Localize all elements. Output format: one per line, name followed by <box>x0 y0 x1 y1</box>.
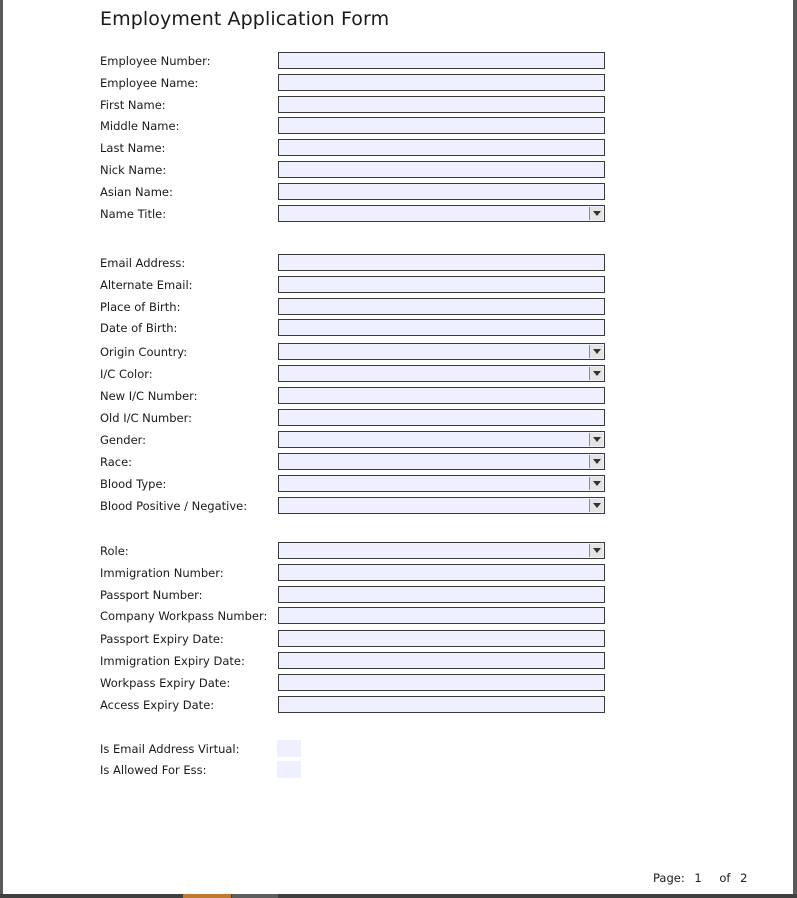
row-name-title <box>3 205 793 223</box>
name-title-label: Name Title: <box>100 207 167 221</box>
row-workpass-expiry-date <box>3 674 793 692</box>
chevron-down-icon[interactable] <box>589 499 603 512</box>
chevron-down-icon[interactable] <box>589 455 603 468</box>
page-label: Page: <box>653 871 685 885</box>
row-first-name <box>3 96 793 114</box>
chevron-down-icon[interactable] <box>589 207 603 220</box>
row-middle-name <box>3 117 793 135</box>
company-workpass-number-label: Company Workpass Number: <box>100 609 268 623</box>
access-expiry-date-label: Access Expiry Date: <box>100 698 215 712</box>
row-origin-country <box>3 343 793 361</box>
race-select[interactable] <box>278 453 605 470</box>
last-name-label: Last Name: <box>100 141 166 155</box>
immigration-number-label: Immigration Number: <box>100 566 224 580</box>
bottom-toolbar-strip <box>0 894 797 898</box>
row-last-name <box>3 139 793 157</box>
row-access-expiry-date <box>3 696 793 714</box>
old-ic-number-label: Old I/C Number: <box>100 411 193 425</box>
immigration-expiry-date-input[interactable] <box>278 652 605 669</box>
role-select[interactable] <box>278 542 605 559</box>
is-allowed-for-ess-checkbox[interactable] <box>277 761 301 778</box>
immigration-number-input[interactable] <box>278 564 605 581</box>
ic-color-label: I/C Color: <box>100 367 153 381</box>
chevron-down-icon[interactable] <box>589 345 603 358</box>
row-employee-number <box>3 52 793 70</box>
origin-country-label: Origin Country: <box>100 345 188 359</box>
ic-color-select[interactable] <box>278 365 605 382</box>
row-passport-expiry-date <box>3 630 793 648</box>
row-role <box>3 542 793 560</box>
employee-name-input[interactable] <box>278 74 605 91</box>
row-immigration-expiry-date <box>3 652 793 670</box>
row-ic-color <box>3 365 793 383</box>
row-date-of-birth <box>3 319 793 337</box>
row-is-email-address-virtual <box>3 740 793 758</box>
blood-type-select[interactable] <box>278 475 605 492</box>
row-place-of-birth <box>3 298 793 316</box>
new-ic-number-label: New I/C Number: <box>100 389 198 403</box>
email-address-input[interactable] <box>278 254 605 271</box>
row-blood-positive-negative <box>3 497 793 515</box>
document-page <box>3 0 793 894</box>
company-workpass-number-input[interactable] <box>278 607 605 624</box>
row-asian-name <box>3 183 793 201</box>
date-of-birth-input[interactable] <box>278 319 605 336</box>
middle-name-label: Middle Name: <box>100 119 180 133</box>
row-blood-type <box>3 475 793 493</box>
asian-name-input[interactable] <box>278 183 605 200</box>
passport-number-input[interactable] <box>278 586 605 603</box>
row-old-ic-number <box>3 409 793 427</box>
date-of-birth-label: Date of Birth: <box>100 321 178 335</box>
row-email-address <box>3 254 793 272</box>
chevron-down-icon[interactable] <box>589 477 603 490</box>
passport-expiry-date-label: Passport Expiry Date: <box>100 632 224 646</box>
chevron-down-icon[interactable] <box>589 544 603 557</box>
is-email-address-virtual-checkbox[interactable] <box>277 740 301 757</box>
workpass-expiry-date-label: Workpass Expiry Date: <box>100 676 231 690</box>
access-expiry-date-input[interactable] <box>278 696 605 713</box>
name-title-select[interactable] <box>278 205 605 222</box>
row-company-workpass-number <box>3 607 793 625</box>
blood-positive-negative-label: Blood Positive / Negative: <box>100 499 248 513</box>
is-allowed-for-ess-label: Is Allowed For Ess: <box>100 763 207 777</box>
alternate-email-input[interactable] <box>278 276 605 293</box>
page-number-footer <box>653 871 747 885</box>
old-ic-number-input[interactable] <box>278 409 605 426</box>
employee-number-label: Employee Number: <box>100 54 211 68</box>
row-passport-number <box>3 586 793 604</box>
page-current: 1 <box>694 871 702 885</box>
origin-country-select[interactable] <box>278 343 605 360</box>
blood-type-label: Blood Type: <box>100 477 167 491</box>
form-title: Employment Application Form <box>100 8 390 30</box>
gender-label: Gender: <box>100 433 147 447</box>
immigration-expiry-date-label: Immigration Expiry Date: <box>100 654 245 668</box>
row-new-ic-number <box>3 387 793 405</box>
first-name-input[interactable] <box>278 96 605 113</box>
row-race <box>3 453 793 471</box>
blood-positive-negative-select[interactable] <box>278 497 605 514</box>
tab-indicator <box>232 894 278 898</box>
role-label: Role: <box>100 544 129 558</box>
chevron-down-icon[interactable] <box>589 433 603 446</box>
gender-select[interactable] <box>278 431 605 448</box>
employee-name-label: Employee Name: <box>100 76 199 90</box>
new-ic-number-input[interactable] <box>278 387 605 404</box>
passport-number-label: Passport Number: <box>100 588 203 602</box>
page-total: 2 <box>740 871 748 885</box>
is-email-address-virtual-label: Is Email Address Virtual: <box>100 742 240 756</box>
nick-name-label: Nick Name: <box>100 163 167 177</box>
last-name-input[interactable] <box>278 139 605 156</box>
alternate-email-label: Alternate Email: <box>100 278 193 292</box>
place-of-birth-input[interactable] <box>278 298 605 315</box>
nick-name-input[interactable] <box>278 161 605 178</box>
chevron-down-icon[interactable] <box>589 367 603 380</box>
row-gender <box>3 431 793 449</box>
row-immigration-number <box>3 564 793 582</box>
email-address-label: Email Address: <box>100 256 186 270</box>
of-label: of <box>719 871 731 885</box>
place-of-birth-label: Place of Birth: <box>100 300 181 314</box>
row-alternate-email <box>3 276 793 294</box>
first-name-label: First Name: <box>100 98 166 112</box>
employee-number-input[interactable] <box>278 52 605 69</box>
active-tab-indicator <box>183 894 231 898</box>
row-employee-name <box>3 74 793 92</box>
passport-expiry-date-input[interactable] <box>278 630 605 647</box>
row-is-allowed-for-ess <box>3 761 793 779</box>
middle-name-input[interactable] <box>278 117 605 134</box>
asian-name-label: Asian Name: <box>100 185 173 199</box>
workpass-expiry-date-input[interactable] <box>278 674 605 691</box>
row-nick-name <box>3 161 793 179</box>
race-label: Race: <box>100 455 133 469</box>
